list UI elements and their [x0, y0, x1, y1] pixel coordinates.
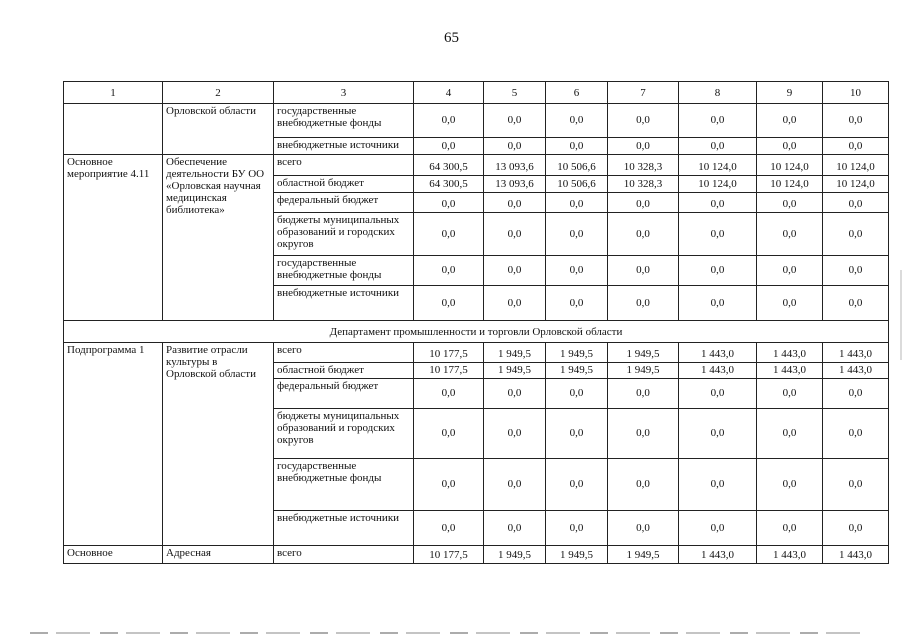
- value-cell: 10 177,5: [414, 546, 484, 564]
- value-cell: 0,0: [823, 256, 889, 286]
- program-name-cell: Обеспечение деятельности БУ ОО «Орловская научная медицинская библиотека»: [163, 155, 274, 321]
- value-cell: 13 093,6: [484, 155, 546, 176]
- value-cell: 0,0: [546, 256, 608, 286]
- value-cell: 0,0: [823, 138, 889, 155]
- value-cell: 0,0: [484, 459, 546, 511]
- value-cell: 0,0: [679, 256, 757, 286]
- value-cell: 10 124,0: [679, 155, 757, 176]
- value-cell: 0,0: [757, 104, 823, 138]
- value-cell: 0,0: [608, 409, 679, 459]
- value-cell: 1 949,5: [546, 363, 608, 379]
- budget-table: [63, 81, 889, 564]
- value-cell: 1 949,5: [546, 546, 608, 564]
- value-cell: 0,0: [757, 138, 823, 155]
- value-cell: 10 177,5: [414, 363, 484, 379]
- value-cell: 0,0: [608, 379, 679, 409]
- header-row: [64, 82, 889, 104]
- value-cell: 0,0: [679, 138, 757, 155]
- value-cell: 0,0: [414, 286, 484, 321]
- funding-source-cell: всего: [274, 155, 414, 176]
- value-cell: 0,0: [823, 286, 889, 321]
- value-cell: 0,0: [414, 104, 484, 138]
- funding-source-cell: областной бюджет: [274, 363, 414, 379]
- funding-source-cell: государственные внебюджетные фонды: [274, 459, 414, 511]
- column-header: 4: [414, 82, 484, 104]
- value-cell: 0,0: [679, 104, 757, 138]
- value-cell: 0,0: [414, 213, 484, 256]
- value-cell: 1 949,5: [484, 546, 546, 564]
- value-cell: 0,0: [546, 193, 608, 213]
- value-cell: 1 949,5: [608, 546, 679, 564]
- value-cell: 0,0: [608, 138, 679, 155]
- program-code-cell: Основное: [64, 546, 163, 564]
- value-cell: 0,0: [484, 138, 546, 155]
- funding-source-cell: государственные внебюджетные фонды: [274, 256, 414, 286]
- value-cell: 0,0: [823, 409, 889, 459]
- value-cell: 0,0: [484, 379, 546, 409]
- value-cell: 0,0: [823, 379, 889, 409]
- value-cell: 10 328,3: [608, 176, 679, 193]
- value-cell: 0,0: [414, 138, 484, 155]
- value-cell: 0,0: [823, 459, 889, 511]
- value-cell: 1 443,0: [679, 343, 757, 363]
- page-number: 65: [444, 30, 459, 46]
- value-cell: 0,0: [679, 193, 757, 213]
- value-cell: 13 093,6: [484, 176, 546, 193]
- value-cell: 0,0: [484, 409, 546, 459]
- funding-source-cell: федеральный бюджет: [274, 379, 414, 409]
- value-cell: 0,0: [757, 409, 823, 459]
- value-cell: 0,0: [546, 511, 608, 546]
- value-cell: 0,0: [679, 511, 757, 546]
- value-cell: 1 443,0: [757, 343, 823, 363]
- value-cell: 0,0: [823, 511, 889, 546]
- value-cell: 0,0: [484, 193, 546, 213]
- table-row: [64, 155, 889, 176]
- column-header: 6: [546, 82, 608, 104]
- department-heading: Департамент промышленности и торговли Орловской области: [64, 321, 889, 343]
- value-cell: 0,0: [823, 193, 889, 213]
- value-cell: 10 124,0: [823, 176, 889, 193]
- funding-source-cell: внебюджетные источники: [274, 286, 414, 321]
- value-cell: 0,0: [608, 104, 679, 138]
- value-cell: 1 443,0: [757, 363, 823, 379]
- value-cell: 1 949,5: [608, 363, 679, 379]
- column-header: 10: [823, 82, 889, 104]
- column-header: 2: [163, 82, 274, 104]
- value-cell: 1 949,5: [608, 343, 679, 363]
- value-cell: 0,0: [484, 213, 546, 256]
- value-cell: 1 443,0: [757, 546, 823, 564]
- value-cell: 0,0: [757, 256, 823, 286]
- value-cell: 0,0: [757, 193, 823, 213]
- value-cell: 64 300,5: [414, 155, 484, 176]
- value-cell: 0,0: [608, 193, 679, 213]
- table-row: [64, 546, 889, 564]
- value-cell: 1 949,5: [484, 343, 546, 363]
- value-cell: 0,0: [414, 193, 484, 213]
- value-cell: 0,0: [757, 213, 823, 256]
- value-cell: 1 443,0: [679, 363, 757, 379]
- value-cell: 0,0: [414, 379, 484, 409]
- value-cell: 0,0: [608, 213, 679, 256]
- column-header: 5: [484, 82, 546, 104]
- table-row: [64, 343, 889, 363]
- program-name-cell: Орловской области: [163, 104, 274, 155]
- value-cell: 1 443,0: [823, 363, 889, 379]
- value-cell: 64 300,5: [414, 176, 484, 193]
- value-cell: 0,0: [608, 511, 679, 546]
- column-header: 3: [274, 82, 414, 104]
- program-code-cell: Основное мероприятие 4.11: [64, 155, 163, 321]
- value-cell: 0,0: [823, 213, 889, 256]
- funding-source-cell: областной бюджет: [274, 176, 414, 193]
- value-cell: 10 124,0: [823, 155, 889, 176]
- value-cell: 0,0: [546, 379, 608, 409]
- value-cell: 0,0: [546, 409, 608, 459]
- program-name-cell: Развитие отрасли культуры в Орловской области: [163, 343, 274, 546]
- value-cell: 0,0: [757, 379, 823, 409]
- value-cell: 0,0: [679, 409, 757, 459]
- column-header: 1: [64, 82, 163, 104]
- value-cell: 1 443,0: [679, 546, 757, 564]
- value-cell: 0,0: [823, 104, 889, 138]
- value-cell: 0,0: [679, 459, 757, 511]
- program-name-cell: Адресная: [163, 546, 274, 564]
- column-header: 7: [608, 82, 679, 104]
- value-cell: 0,0: [608, 256, 679, 286]
- value-cell: 10 177,5: [414, 343, 484, 363]
- value-cell: 0,0: [546, 104, 608, 138]
- value-cell: 0,0: [757, 459, 823, 511]
- value-cell: 0,0: [546, 213, 608, 256]
- funding-source-cell: всего: [274, 343, 414, 363]
- funding-source-cell: внебюджетные источники: [274, 138, 414, 155]
- funding-source-cell: всего: [274, 546, 414, 564]
- value-cell: 10 124,0: [679, 176, 757, 193]
- value-cell: 0,0: [546, 459, 608, 511]
- department-row: [64, 321, 889, 343]
- value-cell: 0,0: [679, 213, 757, 256]
- value-cell: 1 949,5: [546, 343, 608, 363]
- value-cell: 0,0: [757, 286, 823, 321]
- value-cell: 0,0: [608, 286, 679, 321]
- value-cell: 0,0: [414, 409, 484, 459]
- value-cell: 0,0: [484, 256, 546, 286]
- value-cell: 1 949,5: [484, 363, 546, 379]
- funding-source-cell: государственные внебюджетные фонды: [274, 104, 414, 138]
- value-cell: 10 506,6: [546, 155, 608, 176]
- value-cell: 0,0: [414, 459, 484, 511]
- funding-source-cell: бюджеты муниципальных образований и городских округов: [274, 409, 414, 459]
- scan-mark: [900, 270, 902, 360]
- value-cell: 1 443,0: [823, 343, 889, 363]
- column-header: 8: [679, 82, 757, 104]
- value-cell: 0,0: [414, 511, 484, 546]
- column-header: 9: [757, 82, 823, 104]
- program-code-cell: [64, 104, 163, 155]
- value-cell: 10 506,6: [546, 176, 608, 193]
- value-cell: 0,0: [546, 138, 608, 155]
- value-cell: 0,0: [608, 459, 679, 511]
- funding-source-cell: федеральный бюджет: [274, 193, 414, 213]
- table-body: [64, 82, 889, 564]
- value-cell: 0,0: [484, 286, 546, 321]
- value-cell: 0,0: [757, 511, 823, 546]
- scan-edge: [30, 632, 870, 634]
- funding-source-cell: внебюджетные источники: [274, 511, 414, 546]
- value-cell: 0,0: [679, 286, 757, 321]
- value-cell: 0,0: [679, 379, 757, 409]
- value-cell: 10 124,0: [757, 155, 823, 176]
- value-cell: 1 443,0: [823, 546, 889, 564]
- value-cell: 0,0: [484, 511, 546, 546]
- value-cell: 10 124,0: [757, 176, 823, 193]
- value-cell: 0,0: [484, 104, 546, 138]
- value-cell: 0,0: [414, 256, 484, 286]
- value-cell: 10 328,3: [608, 155, 679, 176]
- program-code-cell: Подпрограмма 1: [64, 343, 163, 546]
- value-cell: 0,0: [546, 286, 608, 321]
- table-row: [64, 104, 889, 138]
- funding-source-cell: бюджеты муниципальных образований и городских округов: [274, 213, 414, 256]
